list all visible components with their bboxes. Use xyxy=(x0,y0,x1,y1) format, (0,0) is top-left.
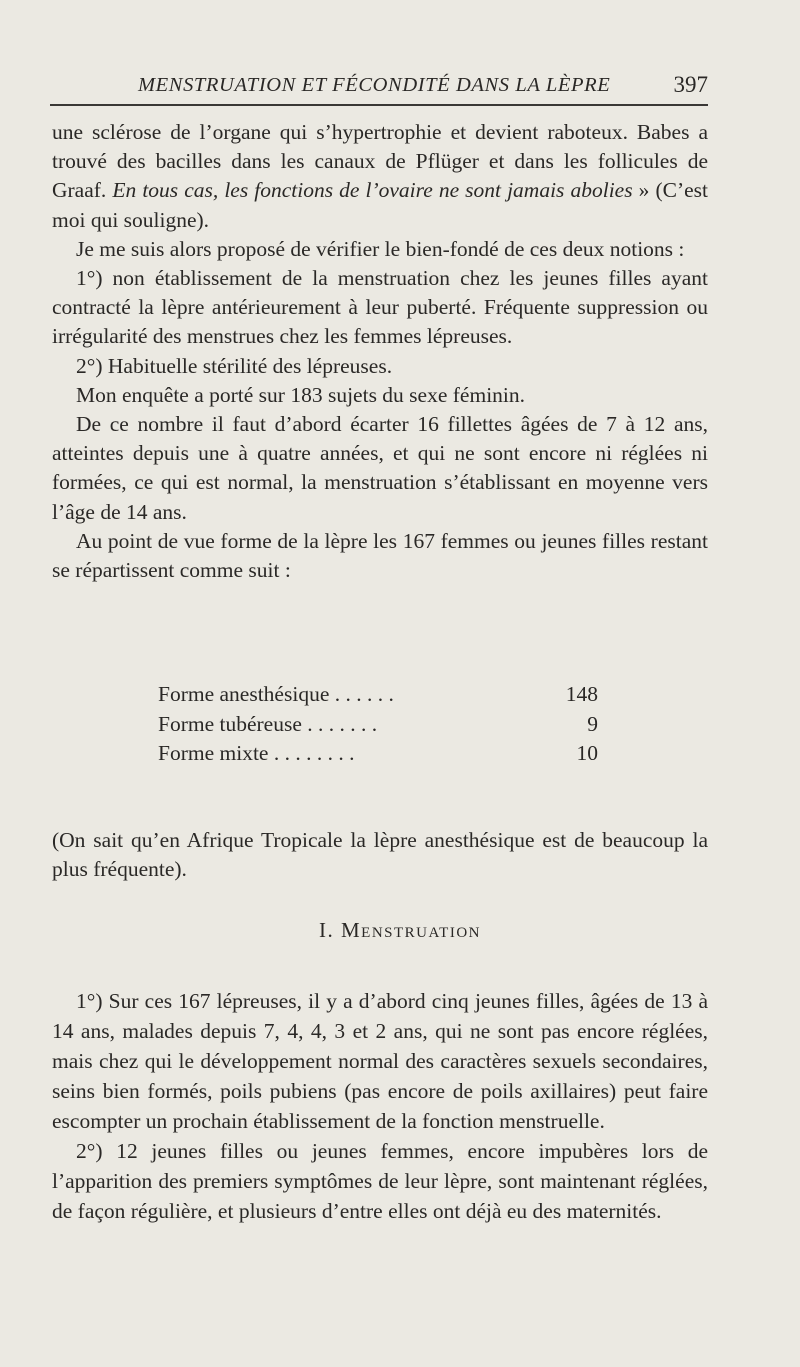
paragraph-6: De ce nombre il faut d’abord écarter 16 fillettes âgées de 7 à 12 ans, atteintes depuis une à quatre années, et qui ne sont encore ni réglées ni formées, ce qui est normal, la menstruation s’établissant en moyenne vers l’âge de 14 ans. xyxy=(52,412,708,524)
row-label: Forme mixte . . . . . . . . xyxy=(158,741,355,765)
paragraph-3: 1°) non établissement de la menstruation chez les jeunes filles ayant contracté la lèpre antérieurement à leur puberté. Fréquente suppression ou irrégularité des menstrues chez les femmes lépreuses. xyxy=(52,266,708,349)
header-rule xyxy=(50,104,708,106)
section-body xyxy=(52,986,708,1226)
paragraph-2: Je me suis alors proposé de vérifier le bien-fondé de ces deux notions : xyxy=(76,236,685,261)
row-value: 9 xyxy=(587,711,598,736)
paragraph-1-start: une sclérose de l’organe qui s’hypertrophie et devient raboteux. Babes a trouvé des bacilles dans les canaux de Pflüger et dans les follicules de Graaf. xyxy=(52,120,708,203)
section-number: I. xyxy=(318,918,335,942)
paragraph-1-end: » (C’est moi qui souligne). xyxy=(52,178,709,232)
running-title: MENSTRUATION ET FÉCONDITÉ DANS LA LÈPRE xyxy=(138,74,611,96)
row-value: 10 xyxy=(576,741,598,765)
row-label: Forme tubéreuse . . . . . . . xyxy=(158,711,378,736)
body-text xyxy=(52,118,708,585)
paragraph-5: Mon enquête a porté sur 183 sujets du sexe féminin. xyxy=(76,382,526,407)
paragraph-1-emphasis: En tous cas, les fonctions de l’ovaire ne sont jamais abolies xyxy=(112,178,633,203)
paragraph-1 xyxy=(52,118,708,235)
leprosy-forms-table xyxy=(158,680,598,769)
running-head xyxy=(50,68,708,102)
section-paragraph-1: 1°) Sur ces 167 lépreuses, il y a d’abord cinq jeunes filles, âgées de 13 à 14 ans, malades depuis 7, 4, 4, 3 et 2 ans, qui ne sont pas encore réglées, mais chez qui le développement normal des caractères sexuels secondaires, seins bien formés, poils pubiens (pas encore de poils axillaires) peut faire escompter un prochain établissement de la fonction menstruelle. xyxy=(52,989,708,1133)
row-value: 148 xyxy=(565,682,598,706)
paragraph-4: 2°) Habituelle stérilité des lépreuses. xyxy=(76,353,393,378)
row-label: Forme anesthésique . . . . . . xyxy=(158,682,394,706)
page-number: 397 xyxy=(673,72,708,97)
table-row xyxy=(158,680,598,710)
table-row xyxy=(158,710,598,740)
section-heading xyxy=(0,918,800,943)
section-title: Menstruation xyxy=(340,918,481,942)
note-paragraph: (On sait qu’en Afrique Tropicale la lèpre anesthésique est de beaucoup la plus fréquente). xyxy=(52,827,708,881)
paragraph-7: Au point de vue forme de la lèpre les 167 femmes ou jeunes filles restant se répartissent comme suit : xyxy=(52,528,708,583)
table-row xyxy=(158,739,598,769)
section-paragraph-2: 2°) 12 jeunes filles ou jeunes femmes, encore impubères lors de l’apparition des premiers symptômes de leur lèpre, sont maintenant réglées, de façon régulière, et plusieurs d’entre elles ont déjà eu des maternités. xyxy=(52,1139,708,1223)
